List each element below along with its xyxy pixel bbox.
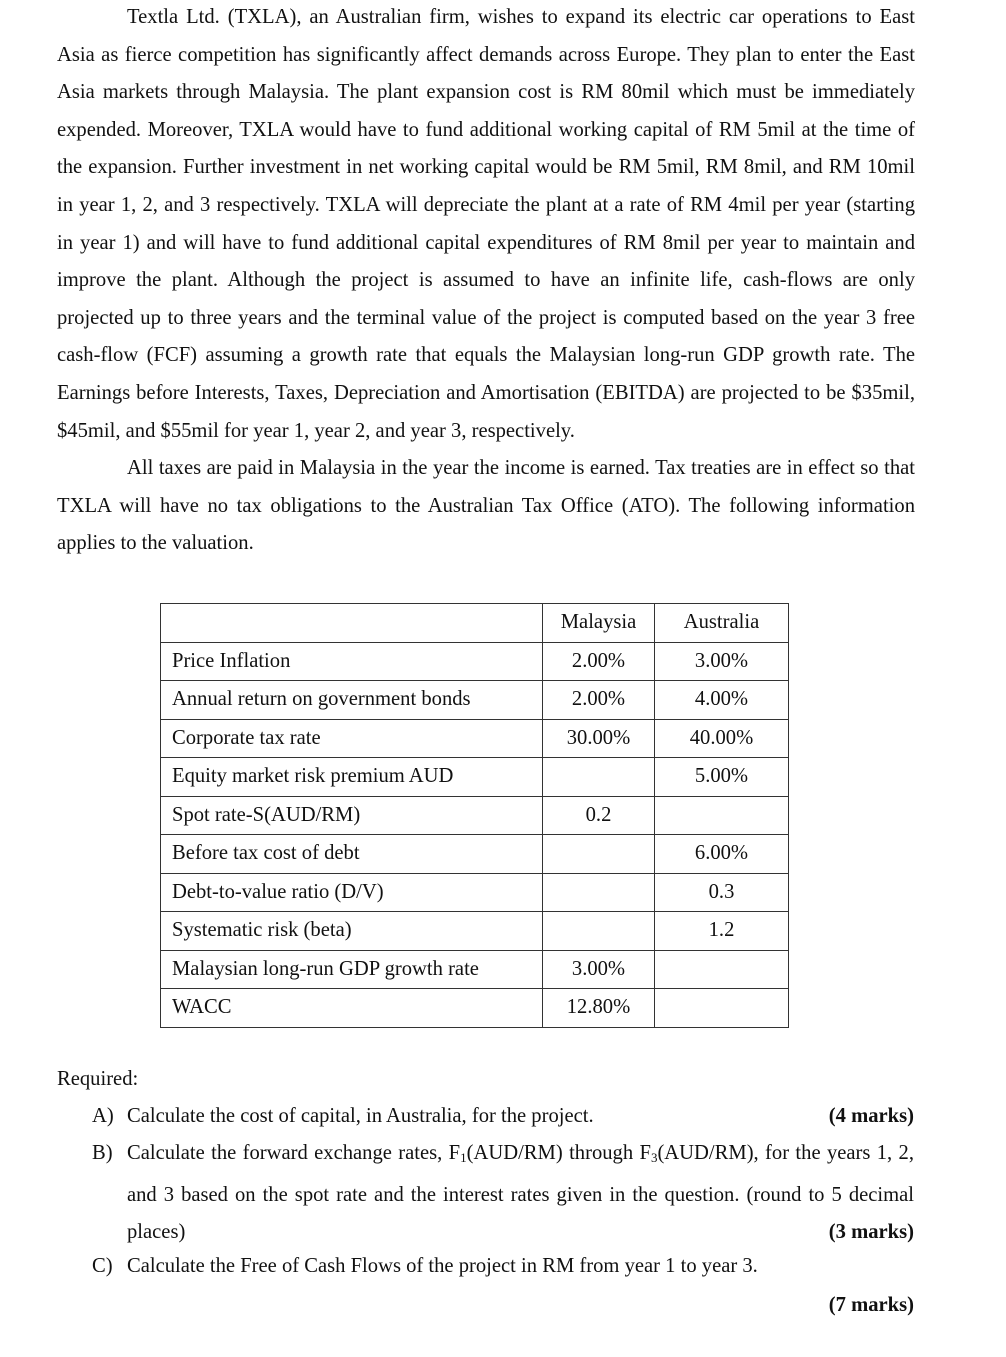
malaysia-value — [543, 835, 655, 874]
australia-value: 3.00% — [655, 642, 789, 681]
australia-value: 5.00% — [655, 758, 789, 797]
malaysia-value — [543, 873, 655, 912]
question-body — [127, 1098, 914, 1136]
document-body — [57, 0, 915, 563]
table-row — [161, 835, 789, 874]
malaysia-value: 3.00% — [543, 950, 655, 989]
australia-value — [655, 950, 789, 989]
table-row — [161, 912, 789, 951]
question-text: (AUD/RM), for the years 1, 2, and 3 based on the spot rate and the interest rates given in the question. (round to 5 decimal places) — [127, 1142, 914, 1244]
row-label: Price Inflation — [161, 642, 543, 681]
australia-value: 6.00% — [655, 835, 789, 874]
tax-paragraph: All taxes are paid in Malaysia in the year the income is earned. Tax treaties are in effect so that TXLA will have no tax obligations to the Australian Tax Office (ATO). The following information applies to the valuation. — [57, 457, 915, 555]
question-c — [92, 1248, 914, 1286]
australia-value: 40.00% — [655, 719, 789, 758]
table-header-australia: Australia — [655, 604, 789, 643]
table-row — [161, 681, 789, 720]
marks-label: (7 marks) — [828, 1294, 914, 1316]
row-label: WACC — [161, 989, 543, 1028]
malaysia-value: 0.2 — [543, 796, 655, 835]
malaysia-value: 12.80% — [543, 989, 655, 1028]
table-row — [161, 719, 789, 758]
table-row — [161, 989, 789, 1028]
table-header-malaysia: Malaysia — [543, 604, 655, 643]
question-letter: A) — [92, 1105, 114, 1127]
row-label: Before tax cost of debt — [161, 835, 543, 874]
row-label: Corporate tax rate — [161, 719, 543, 758]
row-label: Annual return on government bonds — [161, 681, 543, 720]
question-body — [127, 1135, 914, 1252]
table-row — [161, 950, 789, 989]
table-header-row — [161, 604, 789, 643]
malaysia-value: 2.00% — [543, 642, 655, 681]
australia-value — [655, 989, 789, 1028]
malaysia-value — [543, 912, 655, 951]
row-label: Malaysian long-run GDP growth rate — [161, 950, 543, 989]
table-row — [161, 642, 789, 681]
question-text: Calculate the cost of capital, in Australia, for the project. — [127, 1105, 594, 1127]
question-text: Calculate the Free of Cash Flows of the project in RM from year 1 to year 3. — [127, 1255, 758, 1277]
question-b — [92, 1135, 914, 1252]
intro-paragraph: Textla Ltd. (TXLA), an Australian firm, wishes to expand its electric car operations to East Asia as fierce competition has significantly affect demands across Europe. They plan to enter the East Asia markets through Malaysia. The plant expansion cost is RM 80mil which must be immediately expended. Moreover, TXLA would have to fund additional working capital of RM 5mil at the time of the expansion. Further investment in net working capital would be RM 5mil, RM 8mil, and RM 10mil in year 1, 2, and 3 respectively. TXLA will depreciate the plant at a rate of RM 4mil per year (starting in year 1) and will have to fund additional capital expenditures of RM 8mil per year to maintain and improve the plant. Although the project is assumed to have an infinite life, cash-flows are only projected up to three years and the terminal value of the project is computed based on the year 3 free cash-flow (FCF) assuming a growth rate that equals the Malaysian long-run GDP growth rate. The Earnings before Interests, Taxes, Depreciation and Amortisation (EBITDA) are projected to be $35mil, $45mil, and $55mil for year 1, year 2, and year 3, respectively. — [57, 6, 915, 442]
question-letter: C) — [92, 1255, 113, 1277]
row-label: Equity market risk premium AUD — [161, 758, 543, 797]
australia-value: 4.00% — [655, 681, 789, 720]
row-label: Systematic risk (beta) — [161, 912, 543, 951]
australia-value: 0.3 — [655, 873, 789, 912]
row-label: Debt-to-value ratio (D/V) — [161, 873, 543, 912]
row-label: Spot rate-S(AUD/RM) — [161, 796, 543, 835]
malaysia-value: 2.00% — [543, 681, 655, 720]
question-text: (AUD/RM) through F — [466, 1142, 651, 1164]
australia-value — [655, 796, 789, 835]
table-header-cell — [161, 604, 543, 643]
subscript: 3 — [650, 1150, 658, 1165]
marks-label: (3 marks) — [828, 1221, 914, 1244]
required-heading: Required: — [57, 1068, 139, 1090]
malaysia-value — [543, 758, 655, 797]
malaysia-value: 30.00% — [543, 719, 655, 758]
question-letter: B) — [92, 1142, 113, 1164]
question-body — [127, 1248, 914, 1286]
question-text: Calculate the forward exchange rates, F — [127, 1142, 461, 1164]
table-row — [161, 796, 789, 835]
subscript: 1 — [460, 1150, 467, 1165]
australia-value: 1.2 — [655, 912, 789, 951]
table-row — [161, 758, 789, 797]
valuation-info-table — [160, 603, 789, 1028]
table-row — [161, 873, 789, 912]
marks-label: (4 marks) — [828, 1105, 914, 1127]
question-a — [92, 1098, 914, 1136]
